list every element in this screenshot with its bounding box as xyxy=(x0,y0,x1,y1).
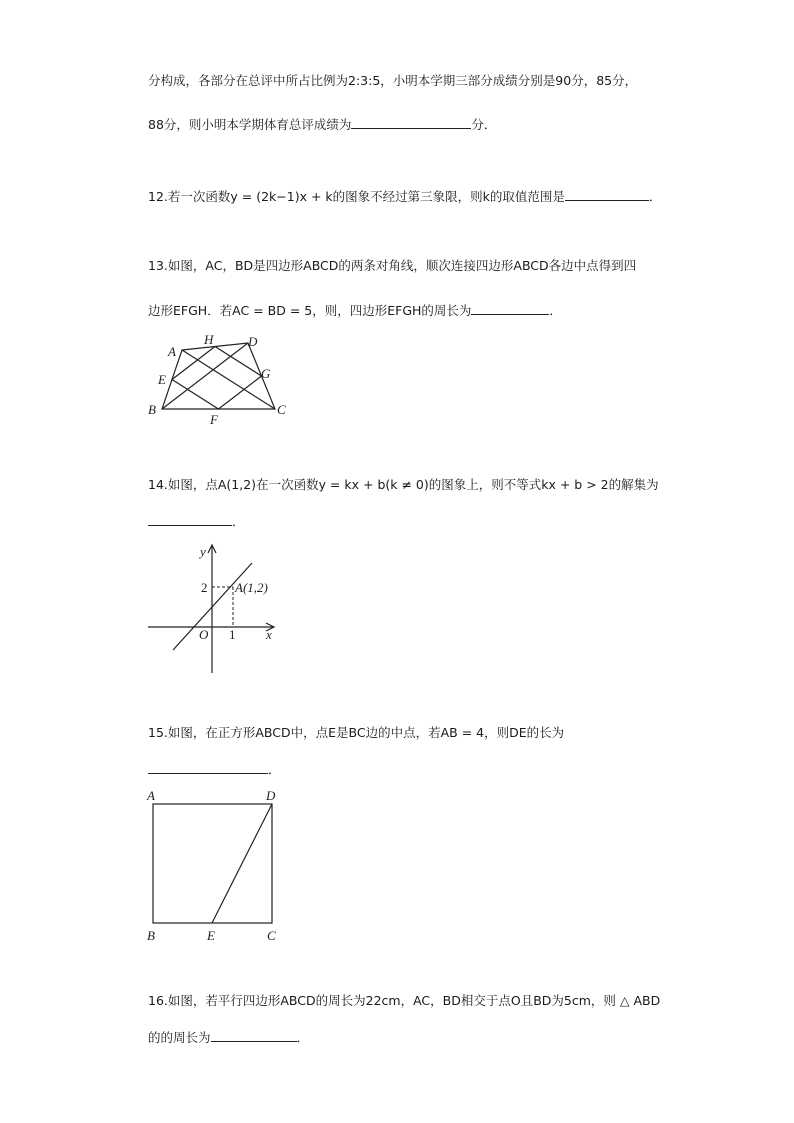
label-one: 1 xyxy=(229,627,236,642)
q13-line1: 13.如图，AC，BD是四边形ABCD的两条对角线，顺次连接四边形ABCD各边中点得到四 xyxy=(148,258,637,273)
label-d: D xyxy=(248,334,258,349)
label-c: C xyxy=(267,928,276,943)
q15-line2-end: ． xyxy=(268,762,281,777)
q15-line1: 15.如图，在正方形ABCD中，点E是BC边的中点，若AB = 4，则DE的长为 xyxy=(148,725,565,740)
q16-line2-text: 的的周长为 xyxy=(148,1030,211,1045)
label-point-a: A(1,2) xyxy=(235,580,268,595)
q16-line1: 16.如图，若平行四边形ABCD的周长为22cm，AC，BD相交于点O且BD为5cm，则 △ ABD xyxy=(148,993,661,1008)
q13-quadrilateral-figure xyxy=(140,330,300,430)
label-x: x xyxy=(266,627,272,642)
q12-end: ． xyxy=(648,189,662,204)
q11-line2 xyxy=(148,116,496,133)
q14-line2 xyxy=(148,513,245,530)
q12-answer-blank[interactable] xyxy=(565,188,649,201)
square-abcd xyxy=(153,804,272,923)
q12-text: 12.若一次函数y = (2k−1)x + k的图象不经过第三象限，则k的取值范围是 xyxy=(148,189,565,204)
q11-line1: 分构成，各部分在总评中所占比例为2:3:5，小明本学期三部分成绩分别是90分，85分， xyxy=(148,73,638,88)
q15-answer-blank[interactable] xyxy=(148,761,268,774)
q15-line2 xyxy=(148,761,281,778)
q14-line2-end: ． xyxy=(232,514,245,529)
q13-line2-text: 边形EFGH．若AC = BD = 5，则，四边形EFGH的周长为 xyxy=(148,303,472,318)
q13-line2-end: ． xyxy=(549,303,562,318)
q16-line2 xyxy=(148,1029,309,1046)
label-two: 2 xyxy=(201,580,208,595)
q12-line xyxy=(148,188,661,205)
q15-square-figure xyxy=(140,786,290,946)
label-b: B xyxy=(147,928,155,943)
q14-answer-blank[interactable] xyxy=(148,513,232,526)
label-g: G xyxy=(261,366,271,381)
label-e: E xyxy=(207,928,215,943)
q11-answer-blank[interactable] xyxy=(351,116,471,129)
q14-line1: 14.如图，点A(1,2)在一次函数y = kx + b(k ≠ 0)的图象上，则不等式kx + b > 2的解集为 xyxy=(148,477,659,492)
label-origin: O xyxy=(199,627,209,642)
q13-answer-blank[interactable] xyxy=(471,302,549,315)
q11-line2-end: 分． xyxy=(471,117,497,132)
q14-graph-figure xyxy=(145,540,285,675)
label-a: A xyxy=(147,788,155,803)
segment-de xyxy=(212,804,272,923)
quad-efgh xyxy=(172,347,262,410)
q13-line2 xyxy=(148,302,562,319)
label-b: B xyxy=(148,402,156,417)
label-y: y xyxy=(200,544,206,559)
label-f: F xyxy=(210,412,218,427)
q16-answer-blank[interactable] xyxy=(211,1029,297,1042)
label-c: C xyxy=(277,402,286,417)
label-e: E xyxy=(158,372,166,387)
quad-abcd xyxy=(162,343,275,409)
label-d: D xyxy=(266,788,276,803)
label-a: A xyxy=(168,344,176,359)
q11-line2-text: 88分，则小明本学期体育总评成绩为 xyxy=(148,117,352,132)
q16-line2-end: ． xyxy=(296,1030,310,1045)
label-h: H xyxy=(204,332,214,347)
